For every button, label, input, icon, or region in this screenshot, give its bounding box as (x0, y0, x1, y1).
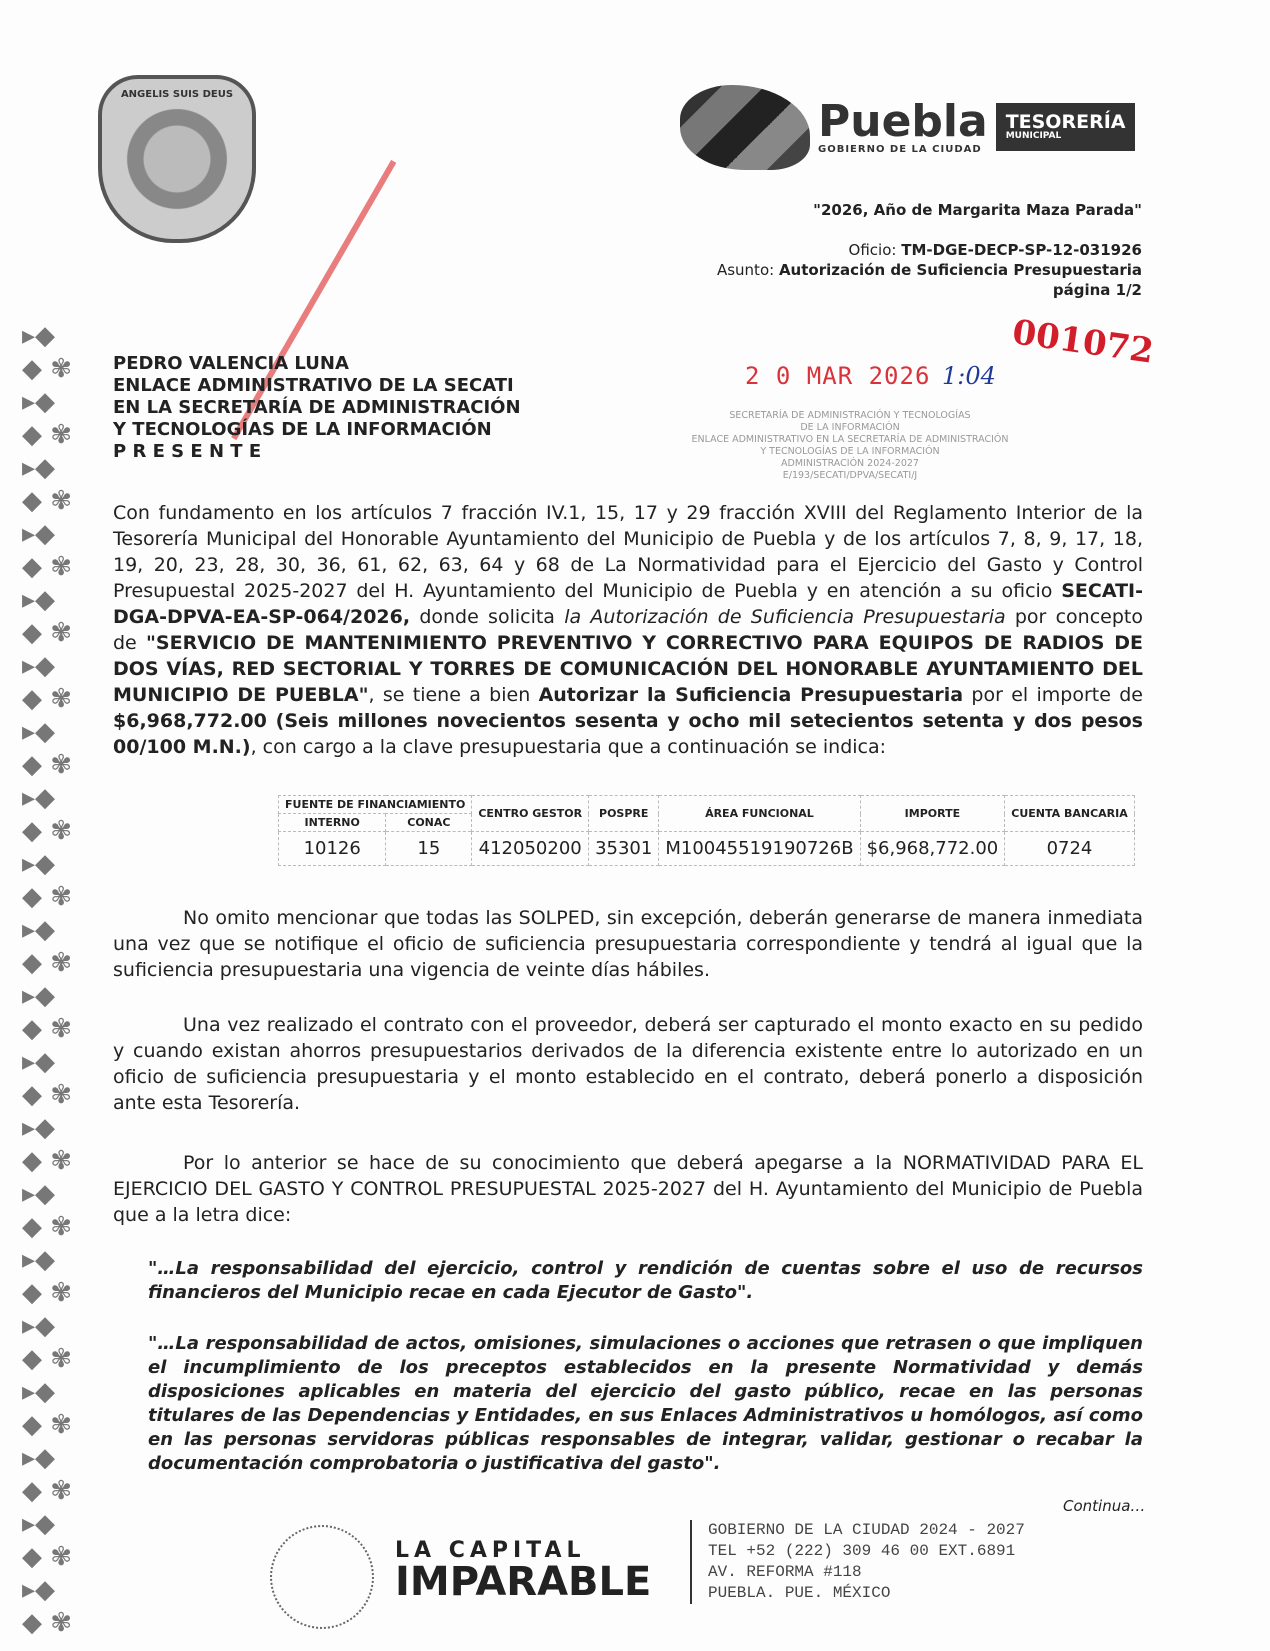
diamond-ornament-icon: ▸◆ (22, 915, 56, 945)
municipal-seal (98, 75, 256, 243)
diamond-ornament-icon: ◆ ✾ (22, 552, 73, 582)
cell: 35301 (589, 832, 659, 866)
cell: $6,968,772.00 (860, 832, 1005, 866)
diamond-ornament-icon: ▸◆ (22, 1113, 56, 1143)
cell: 412050200 (472, 832, 589, 866)
header-interno: INTERNO (279, 814, 386, 832)
text: donde solicita (410, 606, 565, 628)
text: , con cargo a la clave presupuestaria que a continuación se indica: (250, 736, 887, 758)
diamond-ornament-icon: ◆ ✾ (22, 1344, 73, 1374)
address-line: PUEBLA. PUE. MÉXICO (708, 1584, 891, 1602)
continua: Continua… (1063, 1497, 1146, 1515)
address-line: GOBIERNO DE LA CIUDAD 2024 - 2027 (708, 1521, 1025, 1539)
addressee-line: ENLACE ADMINISTRATIVO DE LA SECATI (113, 375, 514, 396)
asunto: Autorización de Suficiencia Presupuestaria (778, 261, 1142, 279)
diamond-ornament-icon: ◆ ✾ (22, 1542, 73, 1572)
puebla-logo (680, 82, 1140, 172)
diamond-ornament-icon: ◆ ✾ (22, 618, 73, 648)
logo-word: Puebla (818, 95, 988, 147)
diamond-ornament-icon: ▸◆ (22, 1179, 56, 1209)
tesoreria-label: TESORERÍA (1005, 111, 1126, 133)
diamond-ornament-icon: ▸◆ (22, 1377, 56, 1407)
diamond-ornament-icon: ▸◆ (22, 783, 56, 813)
cell: 15 (386, 832, 472, 866)
diamond-ornament-icon: ▸◆ (22, 585, 56, 615)
diamond-ornament-icon: ▸◆ (22, 387, 56, 417)
concepto: "SERVICIO DE MANTENIMIENTO PREVENTIVO Y CORRECTIVO PARA EQUIPOS DE RADIOS DE DOS VÍAS, RED SECTORIAL Y TORRES DE COMUNICACIÓN DEL HONORABLE AYUNTAMIENTO DEL MUNICIPIO DE PUEBLA" (113, 632, 1143, 706)
budget-table (278, 795, 1135, 866)
table-row (279, 832, 1135, 866)
text: por concepto de (113, 606, 1143, 654)
text: la Autorización de Suficiencia Presupuestaria (564, 606, 1006, 628)
asunto-label: Asunto: (716, 261, 775, 279)
header-conac: CONAC (386, 814, 472, 832)
addressee-line: EN LA SECRETARÍA DE ADMINISTRACIÓN (113, 397, 521, 418)
paragraph-4: Por lo anterior se hace de su conocimiento que deberá apegarse a la NORMATIVIDAD PARA EL EJERCICIO DEL GASTO Y CONTROL PRESUPUESTAL 2025-2027 del H. Ayuntamiento del Municipio de Puebla que a la letra dice: (113, 1152, 1143, 1226)
diamond-ornament-icon: ▸◆ (22, 1311, 56, 1341)
text: por el importe de (963, 684, 1143, 706)
diamond-ornament-icon: ◆ ✾ (22, 486, 73, 516)
handwritten-time: 1:04 (942, 362, 996, 390)
cell: M10045519190726B (659, 832, 860, 866)
stamp-line: ENLACE ADMINISTRATIVO EN LA SECRETARÍA DE ADMINISTRACIÓN (691, 434, 1009, 445)
addressee-name: PEDRO VALENCIA LUNA (113, 353, 349, 374)
quote-1: "…La responsabilidad del ejercicio, control y rendición de cuentas sobre el uso de recursos financieros del Municipio recae en cada Ejecutor de Gasto". (148, 1258, 1143, 1303)
presente: P R E S E N T E (113, 441, 262, 462)
diamond-ornament-icon: ◆ ✾ (22, 420, 73, 450)
diamond-ornament-icon: ▸◆ (22, 1575, 56, 1605)
paragraph-2: No omito mencionar que todas las SOLPED, sin excepción, deberán generarse de manera inmediata una vez que se notifique el oficio de suficiencia presupuestaria correspondiente y tendrá al igual que la suficiencia presupuestaria una vigencia de veinte días hábiles. (113, 907, 1143, 981)
header-area: ÁREA FUNCIONAL (659, 796, 860, 832)
diamond-ornament-icon: ◆ ✾ (22, 354, 73, 384)
imparable-label: IMPARABLE (395, 1559, 652, 1605)
diamond-ornament-icon: ◆ ✾ (22, 1212, 73, 1242)
diamond-ornament-icon: ▸◆ (22, 717, 56, 747)
page-number: página 1/2 (1052, 281, 1142, 299)
diamond-ornament-icon: ◆ ✾ (22, 750, 73, 780)
logo-art-icon (680, 85, 810, 170)
cell: 0724 (1005, 832, 1134, 866)
logo-sub: GOBIERNO DE LA CIUDAD (818, 143, 982, 155)
text: , se tiene a bien (368, 684, 539, 706)
diamond-ornament-icon: ▸◆ (22, 1443, 56, 1473)
footer-address (690, 1520, 1025, 1604)
diamond-ornament-icon: ▸◆ (22, 321, 56, 351)
diamond-ornament-icon: ◆ ✾ (22, 1410, 73, 1440)
received-stamp (670, 410, 1030, 482)
diamond-ornament-icon: ◆ ✾ (22, 1146, 73, 1176)
stamp-line: Y TECNOLOGÍAS DE LA INFORMACIÓN (760, 446, 940, 457)
received-date-stamp: 2 0 MAR 2026 (745, 362, 931, 390)
paragraph-1 (113, 500, 1143, 760)
addressee (113, 353, 521, 463)
diamond-ornament-icon: ▸◆ (22, 651, 56, 681)
cell: 10126 (279, 832, 386, 866)
diamond-ornament-icon: ◆ ✾ (22, 882, 73, 912)
diamond-ornament-icon: ◆ ✾ (22, 1014, 73, 1044)
stamp-line: SECRETARÍA DE ADMINISTRACIÓN Y TECNOLOGÍAS (729, 410, 971, 421)
seal-text: ANGELIS SUIS DEUS (120, 89, 234, 100)
folio-stamp: 001072 (1009, 312, 1157, 372)
equality-norm-logo (270, 1525, 374, 1629)
header-cuenta: CUENTA BANCARIA (1005, 796, 1134, 832)
motto: "2026, Año de Margarita Maza Parada" (813, 201, 1142, 219)
addressee-line: Y TECNOLOGÍAS DE LA INFORMACIÓN (113, 419, 492, 440)
stamp-line: DE LA INFORMACIÓN (800, 422, 900, 433)
tesoreria-sub: MUNICIPAL (1005, 131, 1062, 141)
diamond-ornament-icon: ◆ ✾ (22, 948, 73, 978)
diamond-ornament-icon: ▸◆ (22, 519, 56, 549)
diamond-ornament-icon: ◆ ✾ (22, 816, 73, 846)
header-importe: IMPORTE (860, 796, 1005, 832)
oficio-label: Oficio: (848, 241, 897, 259)
capital-imparable-logo (395, 1538, 652, 1605)
diamond-ornament-icon: ◆ ✾ (22, 1476, 73, 1506)
diamond-ornament-icon: ▸◆ (22, 1047, 56, 1077)
diamond-ornament-icon: ◆ ✾ (22, 1278, 73, 1308)
stamp-line: E/193/SECATI/DPVA/SECATI/J (782, 470, 918, 481)
red-signature-mark (231, 160, 535, 520)
header-pospre: POSPRE (589, 796, 659, 832)
tesoreria-badge (996, 103, 1136, 151)
diamond-ornament-icon: ▸◆ (22, 849, 56, 879)
diamond-ornament-icon: ▸◆ (22, 1509, 56, 1539)
capital-label: LA CAPITAL (395, 1538, 586, 1563)
quote-2: "…La responsabilidad de actos, omisiones, simulaciones o acciones que retrasen o que impliquen el incumplimiento de los preceptos establecidos en la presente Normatividad y demás disposiciones aplicables en materia del ejercicio del gasto público, recae en las personas titulares de las Dependencias y Entidades, en sus Enlaces Administrativos u homólogos, así como en las personas servidoras públicas responsables de integrar, validar, gestionar o recabar la documentación comprobatoria o justificativa del gasto". (148, 1333, 1143, 1474)
text: Autorizar la Suficiencia Presupuestaria (538, 684, 964, 706)
diamond-ornament-icon: ▸◆ (22, 1245, 56, 1275)
diamond-ornament-icon: ◆ ✾ (22, 1608, 73, 1638)
diamond-ornament-icon: ▸◆ (22, 453, 56, 483)
oficio-reference: SECATI-DGA-DPVA-EA-SP-064/2026, (113, 580, 1143, 628)
decorative-border (22, 320, 77, 1650)
text: Con fundamento en los artículos 7 fracción IV.1, 15, 17 y 29 fracción XVIII del Reglamento Interior de la Tesorería Municipal del Honorable Ayuntamiento del Municipio de Puebla y de los artículos 7, 8, 9, 17, 18, 19, 20, 23, 28, 30, 36, 61, 62, 63, 64 y 68 de La Normatividad para el Ejercicio del Gasto y Control Presupuestal 2025-2027 del H. Ayuntamiento del Municipio de Puebla y en atención a su oficio (113, 502, 1143, 602)
diamond-ornament-icon: ◆ ✾ (22, 1080, 73, 1110)
diamond-ornament-icon: ▸◆ (22, 981, 56, 1011)
importe: $6,968,772.00 (Seis millones novecientos sesenta y ocho mil setecientos setenta y dos pesos 00/100 M.N.) (113, 710, 1143, 758)
header-centro: CENTRO GESTOR (472, 796, 589, 832)
paragraph-3: Una vez realizado el contrato con el proveedor, deberá ser capturado el monto exacto en su pedido y cuando existan ahorros presupuestarios derivados de la diferencia existente entre lo autorizado en un oficio de suficiencia presupuestaria y el monto establecido en el contrato, deberá ponerlo a disposición ante esta Tesorería. (113, 1014, 1143, 1114)
diamond-ornament-icon: ◆ ✾ (22, 684, 73, 714)
address-line: AV. REFORMA #118 (708, 1563, 862, 1581)
oficio-info (717, 240, 1142, 300)
stamp-line: ADMINISTRACIÓN 2024-2027 (781, 458, 919, 469)
oficio-number: TM-DGE-DECP-SP-12-031926 (901, 241, 1142, 259)
header-fuente: FUENTE DE FINANCIAMIENTO (279, 796, 472, 814)
address-line: TEL +52 (222) 309 46 00 EXT.6891 (708, 1542, 1016, 1560)
